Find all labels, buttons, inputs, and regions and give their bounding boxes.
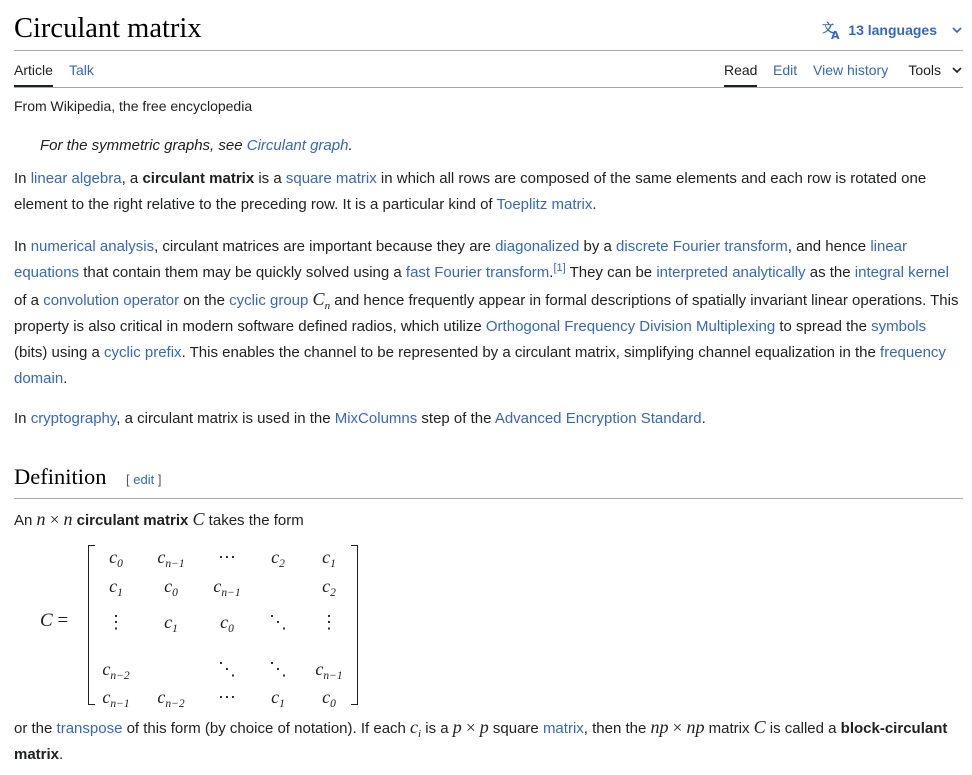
- link-discrete-fourier-transform[interactable]: discrete Fourier transform: [616, 238, 788, 255]
- section-edit: [ edit ]: [126, 472, 162, 487]
- tab-talk[interactable]: Talk: [69, 62, 94, 78]
- link-mixcolumns[interactable]: MixColumns: [334, 410, 418, 427]
- matrix-entry: $c_{n-2}$: [157, 687, 185, 710]
- link-circulant-graph[interactable]: Circulant graph: [246, 137, 349, 154]
- matrix-right-bracket: [351, 545, 358, 705]
- svg-text:A: A: [831, 29, 840, 40]
- tools-label: Tools: [908, 62, 941, 78]
- chevron-down-icon: [951, 64, 963, 76]
- section-heading: Definition: [14, 464, 107, 489]
- matrix-entry: ⋯: [218, 687, 236, 707]
- page-title: Circulant matrix: [14, 13, 202, 44]
- math-cn: $C_n$: [312, 289, 331, 312]
- link-advanced-encryption-standard[interactable]: Advanced Encryption Standard: [494, 410, 702, 427]
- matrix-entry: ⋱: [269, 612, 287, 632]
- intro-paragraph-3: In cryptography, a circulant matrix is used in the MixColumns step of the Advanced Encryption Standard.: [14, 410, 706, 427]
- definition-after: or the transpose of this form (by choice of notation). If each $c_i$ is a p × p square matrix, then the np × np matrix C is called a block-circulant matrix.: [14, 717, 948, 763]
- link-interpreted-analytically[interactable]: interpreted analytically: [656, 264, 806, 281]
- link-diagonalized[interactable]: diagonalized: [495, 238, 580, 255]
- link-transpose[interactable]: transpose: [56, 720, 123, 737]
- matrix-entry: ⋯: [218, 547, 236, 567]
- edit-section-link[interactable]: edit: [133, 472, 155, 487]
- matrix-entry: $c_{n-1}$: [157, 547, 185, 570]
- matrix-entry: $c_1$: [271, 687, 285, 710]
- matrix-left-bracket: [88, 545, 95, 705]
- matrix-entry: $c_{n-1}$: [102, 687, 130, 710]
- link-square-matrix[interactable]: square matrix: [285, 170, 377, 187]
- matrix-entry: ⋮: [107, 612, 125, 632]
- term-circulant-matrix: circulant matrix: [142, 170, 255, 187]
- link-cryptography[interactable]: cryptography: [30, 410, 117, 427]
- page-tabs: [14, 50, 963, 88]
- matrix-entry: $c_0$: [322, 687, 336, 710]
- link-cyclic-prefix[interactable]: cyclic prefix: [104, 344, 182, 361]
- citation-1[interactable]: [1]: [553, 262, 566, 274]
- math-ci: $c_i$: [410, 717, 422, 740]
- matrix-entry: ⋮: [320, 612, 338, 632]
- term-block-circulant-matrix: block-circulant matrix: [14, 720, 948, 763]
- svg-text:文: 文: [822, 21, 835, 35]
- hatnote: For the symmetric graphs, see Circulant graph.: [40, 137, 353, 154]
- definition-intro: An n × n circulant matrix C takes the form: [14, 509, 304, 529]
- languages-label: 13 languages: [848, 22, 937, 38]
- matrix-entry: $c_{n-2}$: [102, 659, 130, 682]
- title-bar: [14, 0, 963, 51]
- link-integral-kernel[interactable]: integral kernel: [854, 264, 949, 281]
- tagline: From Wikipedia, the free encyclopedia: [14, 98, 253, 114]
- link-symbols[interactable]: symbols: [871, 318, 927, 335]
- link-convolution-operator[interactable]: convolution operator: [43, 292, 180, 309]
- chevron-down-icon: [951, 24, 963, 36]
- matrix-entry: $c_1$: [164, 612, 178, 635]
- link-ofdm[interactable]: Orthogonal Frequency Division Multiplexing: [485, 318, 776, 335]
- link-matrix[interactable]: matrix: [542, 720, 584, 737]
- section-definition: [14, 462, 963, 499]
- link-toeplitz-matrix[interactable]: Toeplitz matrix: [496, 196, 593, 213]
- tab-read[interactable]: Read: [724, 62, 757, 87]
- tab-edit[interactable]: Edit: [773, 62, 798, 78]
- matrix-entry: $c_0$: [109, 547, 123, 570]
- matrix-entry: ⋱: [269, 659, 287, 679]
- matrix-entry: $c_2$: [271, 547, 285, 570]
- languages-button[interactable]: [822, 20, 963, 40]
- intro-paragraph-1: In linear algebra, a circulant matrix is a square matrix in which all rows are composed of the same elements and each row is rotated one element to the right relative to the preceding row. It is a particular kind of Toeplitz matrix.: [14, 170, 927, 213]
- link-frequency-domain[interactable]: frequency domain: [14, 344, 946, 387]
- matrix-entry: $c_1$: [322, 547, 336, 570]
- tab-view-history[interactable]: View history: [813, 62, 889, 78]
- matrix-entry: $c_2$: [322, 576, 336, 599]
- link-cyclic-group[interactable]: cyclic group: [229, 292, 309, 309]
- language-icon: [822, 20, 842, 40]
- tab-article[interactable]: Article: [14, 62, 53, 87]
- matrix-entry: $c_0$: [164, 576, 178, 599]
- matrix-entry: ⋱: [218, 659, 236, 679]
- matrix-entry: $c_{n-1}$: [213, 576, 241, 599]
- matrix-entry: $c_0$: [220, 612, 234, 635]
- link-linear-equations[interactable]: linear equations: [14, 238, 907, 281]
- matrix-entry: $c_1$: [109, 576, 123, 599]
- tools-menu[interactable]: [908, 62, 963, 78]
- matrix-label: C =: [40, 610, 69, 631]
- link-fast-fourier-transform[interactable]: fast Fourier transform: [405, 264, 550, 281]
- intro-paragraph-2: In numerical analysis, circulant matrices are important because they are diagonalized by a discrete Fourier transform, and hence linear equations that contain them may be quickly solved using a fast Fourier transform.[1] They can be interpreted analytically as the integral kernel of a convolution operator on the cyclic group $C_n$ and hence frequently appear in formal descriptions of spatially invariant linear operations. This property is also critical in modern software defined radios, which utilize Orthogonal Frequency Division Multiplexing to spread the symbols (bits) using a cyclic prefix. This enables the channel to be represented by a circulant matrix, simplifying channel equalization in the frequency domain.: [14, 238, 959, 387]
- link-linear-algebra[interactable]: linear algebra: [30, 170, 122, 187]
- link-numerical-analysis[interactable]: numerical analysis: [30, 238, 155, 255]
- matrix-entry: $c_{n-1}$: [315, 659, 343, 682]
